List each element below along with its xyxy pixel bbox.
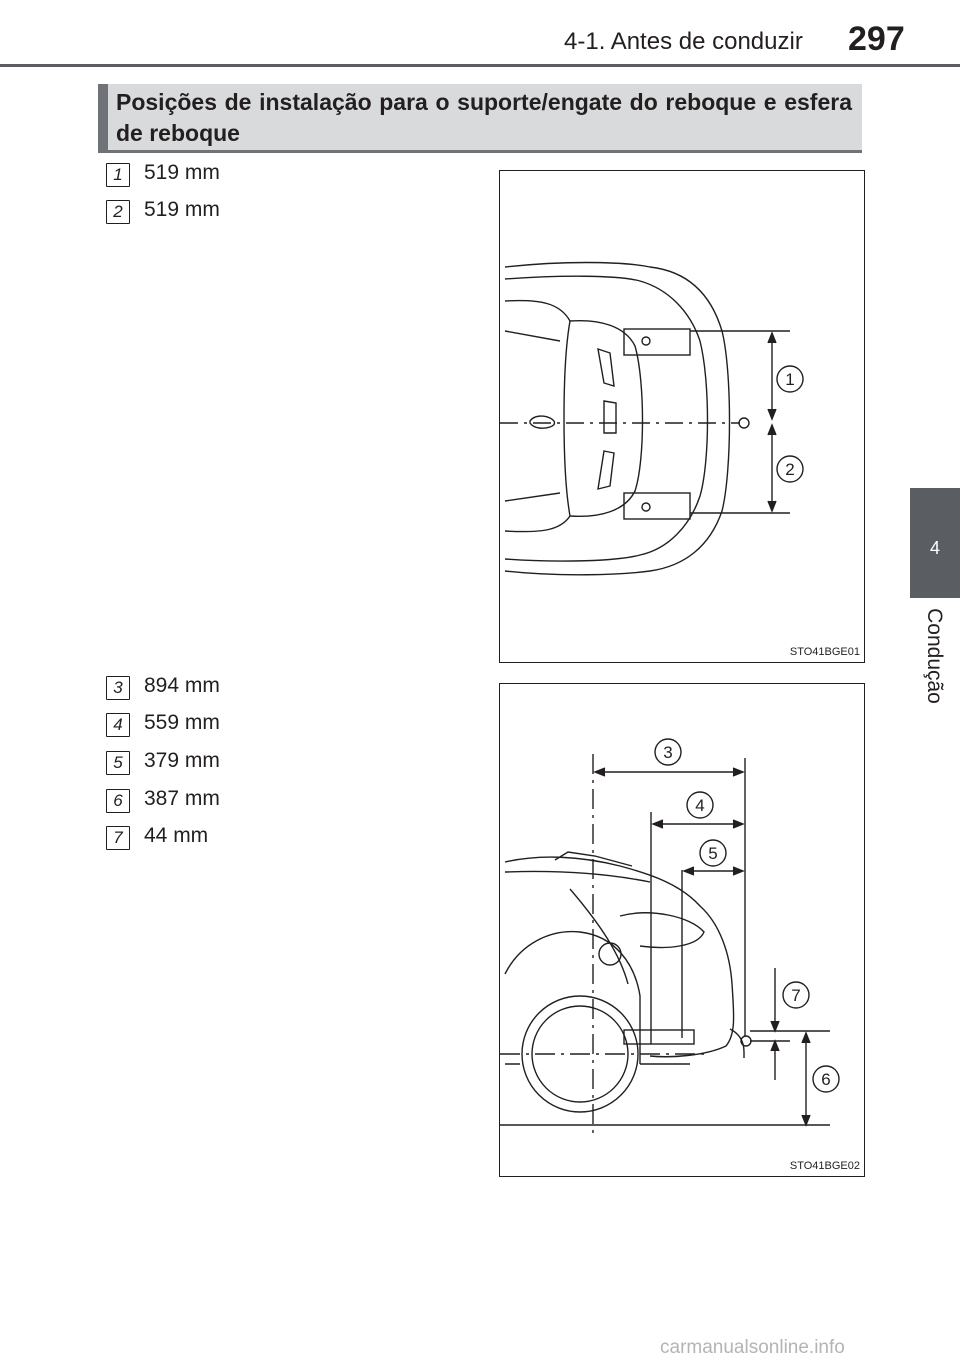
section-heading [98, 84, 862, 153]
item-value: 387 mm [144, 787, 220, 810]
callout-4: 4 [695, 796, 705, 815]
header-rule [0, 64, 960, 67]
item-value: 379 mm [144, 749, 220, 772]
figure-top-view [499, 170, 865, 663]
figure-side-view [499, 683, 865, 1177]
section-heading-bar [98, 84, 108, 153]
item-number: 3 [106, 676, 130, 700]
chapter-number: 4 [929, 538, 940, 558]
item-value: 894 mm [144, 674, 220, 697]
callout-7: 7 [791, 986, 801, 1005]
figure-code: STO41BGE01 [789, 646, 860, 658]
item-number: 2 [106, 200, 130, 224]
item-value: 44 mm [144, 824, 209, 847]
item-number: 6 [106, 789, 130, 813]
top-view-illustration [500, 171, 864, 662]
item-number: 7 [106, 826, 130, 850]
callout-2: 2 [785, 460, 795, 479]
figure-code: STO41BGE02 [789, 1160, 860, 1172]
chapter-tab [910, 488, 960, 598]
item-value: 559 mm [144, 711, 220, 734]
watermark: carmanualsonline.info [660, 1337, 845, 1358]
page-number: 297 [848, 20, 905, 58]
item-number: 4 [106, 713, 130, 737]
callout-6: 6 [821, 1070, 831, 1089]
callout-5: 5 [708, 844, 718, 863]
section-title: Posições de instalação para o suporte/engate do reboque e esfera de reboque [116, 89, 852, 146]
item-number: 1 [106, 163, 130, 187]
side-view-illustration [500, 684, 864, 1176]
chapter-label: Condução [923, 608, 946, 704]
callout-1: 1 [785, 370, 795, 389]
item-value: 519 mm [144, 198, 220, 221]
item-value: 519 mm [144, 161, 220, 184]
item-number: 5 [106, 751, 130, 775]
header-section-title: 4-1. Antes de conduzir [564, 28, 803, 55]
callout-3: 3 [663, 743, 673, 762]
